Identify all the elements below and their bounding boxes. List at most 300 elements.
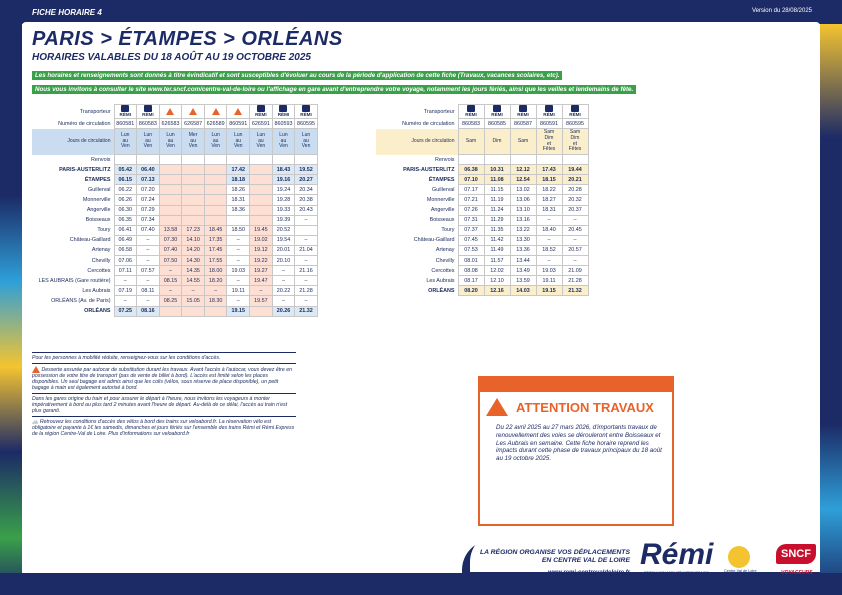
time-cell: 13.16 [510, 215, 536, 225]
website-link[interactable]: www.remi-centrevaldeloire.fr [547, 570, 630, 576]
time-cell: 18.20 [204, 276, 227, 286]
days-cell [536, 129, 562, 155]
time-cell: 19.45 [250, 225, 273, 235]
carrier-cell [159, 105, 182, 119]
time-cell: 19.57 [250, 296, 273, 306]
time-cell: – [295, 276, 318, 286]
station-name: ORLÉANS [84, 308, 111, 315]
renvois-cell [484, 155, 510, 165]
remi-subtitle: RÉSEAU DE MOBILITÉ INTERURBAINE [644, 571, 709, 575]
time-cell: 20.52 [272, 225, 295, 235]
time-cell: 20.38 [295, 195, 318, 205]
train-icon [121, 105, 129, 112]
station-name: Cercottes [87, 267, 111, 274]
renvois-cell [227, 155, 250, 165]
time-cell: 17.55 [204, 256, 227, 266]
train-icon [302, 105, 310, 112]
time-cell: 07.53 [458, 245, 484, 255]
time-cell: 08.11 [137, 286, 160, 296]
days-cell [295, 129, 318, 155]
note-boarding: Dans les gares origine du train et pour assurer le départ à l'heure, nous invitons les voyageurs à monter impérativement à bord au plus tard 2 minutes avant l'heure de départ. Au-delà de ce délai, l'accès au train n'est plus garanti. [32, 393, 296, 416]
time-cell: 08.15 [159, 276, 182, 286]
time-cell: 07.17 [458, 185, 484, 195]
time-cell: 18.18 [227, 175, 250, 185]
day-text: au [190, 137, 196, 144]
station-name: Monnerville [426, 197, 455, 204]
notice-banner-1: Les horaires et renseignements sont donnés à titre évindicatif et sont susceptibles d'évoluer au cours de la période d'application de cette fiche (Travaux, vacances scolaires, etc). [32, 71, 562, 80]
station-name: Angerville [86, 207, 111, 214]
time-cell: 20.45 [562, 225, 588, 235]
carrier-row [376, 105, 588, 119]
bus-icon [189, 108, 197, 115]
attention-text: Du 22 avril 2025 au 27 mars 2026, d'importants travaux de renouvellement des voies se dérouleront entre Boisseaux et Les Aubrais en semaine. Cette fiche horaire reprend les impacts durant cette phase de travaux principaux du 18 août au 19 octobre 2025. [496, 424, 662, 463]
time-cell: 19.02 [250, 235, 273, 245]
time-cell: 07.20 [137, 185, 160, 195]
day-text: Ven [233, 143, 243, 150]
station-name: LES AUBRAIS (Gare routière) [38, 277, 111, 284]
time-cell: 14.35 [182, 266, 205, 276]
time-cell: 15.05 [182, 296, 205, 306]
carrier-cell [536, 105, 562, 119]
time-cell: 18.43 [272, 165, 295, 175]
carrier-name: RÉMI [517, 112, 529, 117]
time-cell: – [114, 276, 137, 286]
time-cell: 13.58 [159, 225, 182, 235]
station-row [376, 266, 588, 276]
time-cell [250, 175, 273, 185]
days-label: Jours de circulation [376, 129, 458, 155]
station-name: Artenay [91, 247, 111, 254]
station-row [32, 276, 317, 286]
station-row [376, 175, 588, 185]
time-cell: 19.22 [250, 256, 273, 266]
station-name: Les Aubrais [82, 287, 111, 294]
renvois-cell [510, 155, 536, 165]
time-cell: 08.25 [159, 296, 182, 306]
time-cell [250, 306, 273, 316]
time-cell [159, 205, 182, 215]
time-cell: 05.42 [114, 165, 137, 175]
centre-val-de-loire-label: Centre-Val de Loire [724, 569, 757, 573]
renvois-row [376, 155, 588, 165]
time-cell: – [227, 296, 250, 306]
days-cell [227, 129, 250, 155]
train-number: 626591 [250, 119, 273, 129]
time-cell: – [562, 215, 588, 225]
time-cell: 13.44 [510, 256, 536, 266]
time-cell: – [137, 296, 160, 306]
day-text: Dim [544, 135, 554, 141]
day-text: Lun [301, 132, 311, 139]
day-text: Sam [543, 129, 555, 136]
time-cell: 12.12 [510, 165, 536, 175]
station-name: Chevilly [91, 257, 111, 264]
train-icon [257, 105, 265, 112]
day-text: au [235, 137, 242, 144]
time-cell: 20.28 [562, 185, 588, 195]
station-row [32, 195, 317, 205]
right-decoration [820, 24, 842, 595]
train-number: 860591 [536, 119, 562, 129]
time-cell: 18.31 [536, 205, 562, 215]
station-row [32, 306, 317, 316]
time-cell: – [227, 245, 250, 255]
day-text: au [122, 137, 129, 144]
renvois-cell [114, 155, 137, 165]
number-label: Numéro de circulation [402, 120, 455, 127]
day-text: et [572, 140, 578, 147]
days-label: Jours de circulation [32, 129, 114, 155]
time-cell: 19.11 [536, 276, 562, 286]
time-cell [250, 165, 273, 175]
carrier-cell [484, 105, 510, 119]
time-cell [159, 185, 182, 195]
note-bus-substitution: Desserte assurée par autocar de substitution durant les travaux. Avant l'accès à l'autocar, vous devez être en possession de votre titre de transport (pas de vente de billet à bord). L'accès est limité selon les places disponibles. Un seul bagage est admis ainsi que les colis (vélos, sous réserve de place disponible), un petit bagage à main est également autorisé à bord. [32, 363, 296, 393]
time-cell: – [295, 235, 318, 245]
time-cell [159, 215, 182, 225]
station-row [32, 205, 317, 215]
time-cell: – [227, 276, 250, 286]
note-reduced-mobility: Pour les personnes à mobilité réduite, renseignez-vous sur les conditions d'accès. [32, 352, 296, 363]
train-number: 860591 [227, 119, 250, 129]
bus-icon [234, 108, 242, 115]
time-cell: 07.57 [137, 266, 160, 276]
time-cell: 10.31 [484, 165, 510, 175]
time-cell: 11.19 [484, 195, 510, 205]
renvois-cell [295, 155, 318, 165]
train-number: 860595 [295, 119, 318, 129]
time-cell: 07.19 [114, 286, 137, 296]
train-icon [144, 105, 152, 112]
train-number: 626589 [204, 119, 227, 129]
day-text: Ven [188, 143, 198, 150]
day-text: Lun [143, 132, 153, 139]
time-cell: 20.57 [562, 245, 588, 255]
time-cell: 12.16 [484, 286, 510, 296]
time-cell: 17.23 [182, 225, 205, 235]
time-cell: 20.27 [295, 175, 318, 185]
sncf-logo: SNCF [776, 544, 816, 564]
renvois-cell [159, 155, 182, 165]
time-cell: – [562, 235, 588, 245]
time-cell: 18.36 [227, 205, 250, 215]
time-cell: 07.26 [458, 205, 484, 215]
carrier-cell [562, 105, 588, 119]
time-cell [295, 225, 318, 235]
remi-logo: Rémi [640, 538, 714, 571]
time-cell: 18.52 [536, 245, 562, 255]
station-row [376, 245, 588, 255]
time-cell: 06.30 [114, 205, 137, 215]
time-cell: 06.58 [114, 245, 137, 255]
time-cell: 20.22 [272, 286, 295, 296]
time-cell: 20.37 [562, 205, 588, 215]
time-cell: 14.55 [182, 276, 205, 286]
time-cell: 19.15 [536, 286, 562, 296]
time-cell: 13.59 [510, 276, 536, 286]
station-name: Boisseaux [85, 217, 111, 224]
time-cell: 07.29 [137, 205, 160, 215]
station-row [376, 225, 588, 235]
time-cell: 18.27 [536, 195, 562, 205]
carrier-row [32, 105, 317, 119]
station-name: ORLÉANS (Av. de Paris) [51, 297, 111, 304]
train-number: 860593 [272, 119, 295, 129]
time-cell: 07.34 [137, 215, 160, 225]
station-row [376, 215, 588, 225]
time-cell: 14.03 [510, 286, 536, 296]
attention-title: ATTENTION TRAVAUX [516, 400, 654, 415]
station-name: Château-Gaillard [69, 237, 111, 244]
station-name: Guillerval [432, 186, 455, 193]
station-row [376, 185, 588, 195]
time-cell: 13.06 [510, 195, 536, 205]
time-cell: 17.45 [204, 245, 227, 255]
time-cell: 11.49 [484, 245, 510, 255]
time-cell: 19.47 [250, 276, 273, 286]
day-text: Lun [211, 132, 220, 139]
station-row [376, 205, 588, 215]
day-text: Dim [570, 135, 580, 141]
time-cell [182, 165, 205, 175]
time-cell [159, 165, 182, 175]
time-cell: 07.40 [137, 225, 160, 235]
carrier-cell [114, 105, 137, 119]
time-cell: 13.36 [510, 245, 536, 255]
time-cell: 19.03 [536, 266, 562, 276]
time-cell: 14.20 [182, 245, 205, 255]
time-cell [204, 205, 227, 215]
time-cell: 20.21 [562, 175, 588, 185]
time-cell: 19.33 [272, 205, 295, 215]
time-cell: 20.43 [295, 205, 318, 215]
time-cell: 13.02 [510, 185, 536, 195]
train-number: 860583 [137, 119, 160, 129]
station-name: ÉTAMPES [84, 176, 111, 183]
day-text: Sam [569, 129, 581, 136]
time-cell: 18.22 [536, 185, 562, 195]
time-cell: 13.30 [510, 235, 536, 245]
station-name: ORLÉANS [428, 287, 455, 294]
time-cell: – [272, 296, 295, 306]
time-cell: – [114, 296, 137, 306]
time-cell: 11.24 [484, 205, 510, 215]
carrier-label: Transporteur [423, 108, 455, 115]
time-cell: 11.15 [484, 185, 510, 195]
day-text: Fêtes [568, 146, 582, 153]
station-name: PARIS-AUSTERLITZ [403, 166, 455, 173]
renvois-label: Renvois [435, 156, 455, 163]
time-cell: 08.01 [458, 256, 484, 266]
notes-section [32, 352, 296, 439]
time-cell: 21.32 [295, 306, 318, 316]
day-text: au [145, 137, 151, 144]
time-cell [204, 306, 227, 316]
time-cell: 21.28 [295, 286, 318, 296]
time-cell: 07.31 [458, 215, 484, 225]
time-cell: 06.15 [114, 175, 137, 185]
time-cell: 21.28 [562, 276, 588, 286]
time-cell: 19.52 [295, 165, 318, 175]
carrier-name: RÉMI [543, 112, 555, 117]
time-cell: 18.30 [204, 296, 227, 306]
time-cell: – [295, 256, 318, 266]
station-row [376, 235, 588, 245]
time-cell: – [227, 235, 250, 245]
time-cell: – [137, 256, 160, 266]
time-cell [182, 195, 205, 205]
time-cell: 19.12 [250, 245, 273, 255]
carrier-cell [458, 105, 484, 119]
day-text: Fêtes [542, 146, 556, 153]
carrier-name: RÉMI [255, 112, 267, 117]
renvois-row [32, 155, 317, 165]
time-cell: 19.03 [227, 266, 250, 276]
time-cell: 07.06 [114, 256, 137, 266]
station-name: Toury [97, 227, 111, 234]
voyageurs-label: VOYAGEURS [781, 570, 813, 576]
bus-icon [166, 108, 174, 115]
time-cell [159, 195, 182, 205]
time-cell [204, 175, 227, 185]
time-cell: – [272, 266, 295, 276]
time-cell [250, 205, 273, 215]
station-row [376, 286, 588, 296]
day-text: Dim [492, 137, 502, 144]
day-text: Lun [279, 132, 288, 139]
time-cell: 18.31 [227, 195, 250, 205]
days-cell [510, 129, 536, 155]
time-cell: 21.09 [562, 266, 588, 276]
time-cell: 06.35 [114, 215, 137, 225]
station-name: ÉTAMPES [428, 176, 455, 183]
days-cell [114, 129, 137, 155]
station-name: Les Aubrais [426, 277, 455, 284]
carrier-cell [204, 105, 227, 119]
warning-icon [486, 398, 508, 416]
day-text: Sam [465, 137, 477, 144]
time-cell [159, 175, 182, 185]
number-row [32, 119, 317, 129]
time-cell [204, 165, 227, 175]
time-cell [159, 306, 182, 316]
carrier-cell [295, 105, 318, 119]
days-row [32, 129, 317, 155]
time-cell: 13.10 [510, 205, 536, 215]
station-row [32, 296, 317, 306]
time-cell: – [137, 235, 160, 245]
days-cell [562, 129, 588, 155]
time-cell: 07.11 [114, 266, 137, 276]
time-cell: 19.15 [227, 306, 250, 316]
station-row [376, 165, 588, 175]
time-cell [204, 185, 227, 195]
time-cell: 21.04 [295, 245, 318, 255]
time-cell: – [159, 286, 182, 296]
day-text: Lun [121, 132, 130, 139]
time-cell: 19.54 [272, 235, 295, 245]
station-name: Toury [441, 227, 455, 234]
day-text: Lun [234, 132, 243, 139]
day-text: Mer [188, 132, 198, 139]
days-cell [250, 129, 273, 155]
carrier-cell [182, 105, 205, 119]
station-row [32, 245, 317, 255]
renvois-cell [250, 155, 273, 165]
time-cell: 12.02 [484, 266, 510, 276]
time-cell [182, 185, 205, 195]
days-row [376, 129, 588, 155]
time-cell [204, 215, 227, 225]
renvois-cell [204, 155, 227, 165]
number-label: Numéro de circulation [58, 120, 111, 127]
day-text: Ven [256, 143, 266, 150]
time-cell: 08.08 [458, 266, 484, 276]
time-cell: 13.49 [510, 266, 536, 276]
station-name: Angerville [430, 207, 455, 214]
carrier-name: RÉMI [142, 112, 154, 117]
time-cell: – [137, 245, 160, 255]
days-cell [272, 129, 295, 155]
time-cell: 11.29 [484, 215, 510, 225]
time-cell: 19.24 [272, 185, 295, 195]
time-cell: 08.16 [137, 306, 160, 316]
time-cell: 19.11 [227, 286, 250, 296]
train-icon [519, 105, 527, 112]
time-cell: 08.17 [458, 276, 484, 286]
fiche-label: FICHE HORAIRE 4 [32, 8, 102, 17]
attention-header-bar [478, 376, 674, 392]
centre-val-de-loire-logo-icon [728, 546, 750, 568]
time-cell: – [536, 215, 562, 225]
attention-travaux-box [478, 376, 674, 526]
time-cell [182, 306, 205, 316]
station-row [376, 256, 588, 266]
time-cell: 14.30 [182, 256, 205, 266]
version-label: Version du 28/08/2025 [751, 8, 812, 14]
train-number: 626587 [182, 119, 205, 129]
station-row [32, 235, 317, 245]
station-name: Monnerville [82, 197, 111, 204]
weekday-timetable [32, 104, 318, 317]
carrier-cell [272, 105, 295, 119]
days-cell [182, 129, 205, 155]
time-cell: 07.13 [137, 175, 160, 185]
time-cell: – [536, 256, 562, 266]
train-number: 860583 [458, 119, 484, 129]
time-cell: – [137, 276, 160, 286]
day-text: et [546, 140, 552, 147]
time-cell: 12.54 [510, 175, 536, 185]
time-cell [227, 215, 250, 225]
time-cell: 20.10 [272, 256, 295, 266]
days-cell [458, 129, 484, 155]
time-cell [204, 195, 227, 205]
time-cell: 18.50 [227, 225, 250, 235]
station-name: Cercottes [431, 267, 455, 274]
time-cell [182, 175, 205, 185]
time-cell: – [562, 256, 588, 266]
train-number: 860581 [114, 119, 137, 129]
time-cell: 19.27 [250, 266, 273, 276]
carrier-name: RÉMI [277, 112, 290, 117]
time-cell: 11.08 [484, 175, 510, 185]
weekend-timetable [376, 104, 589, 296]
time-cell: 21.16 [295, 266, 318, 276]
time-cell: 07.24 [137, 195, 160, 205]
time-cell: 07.30 [159, 235, 182, 245]
top-bar [0, 0, 842, 24]
